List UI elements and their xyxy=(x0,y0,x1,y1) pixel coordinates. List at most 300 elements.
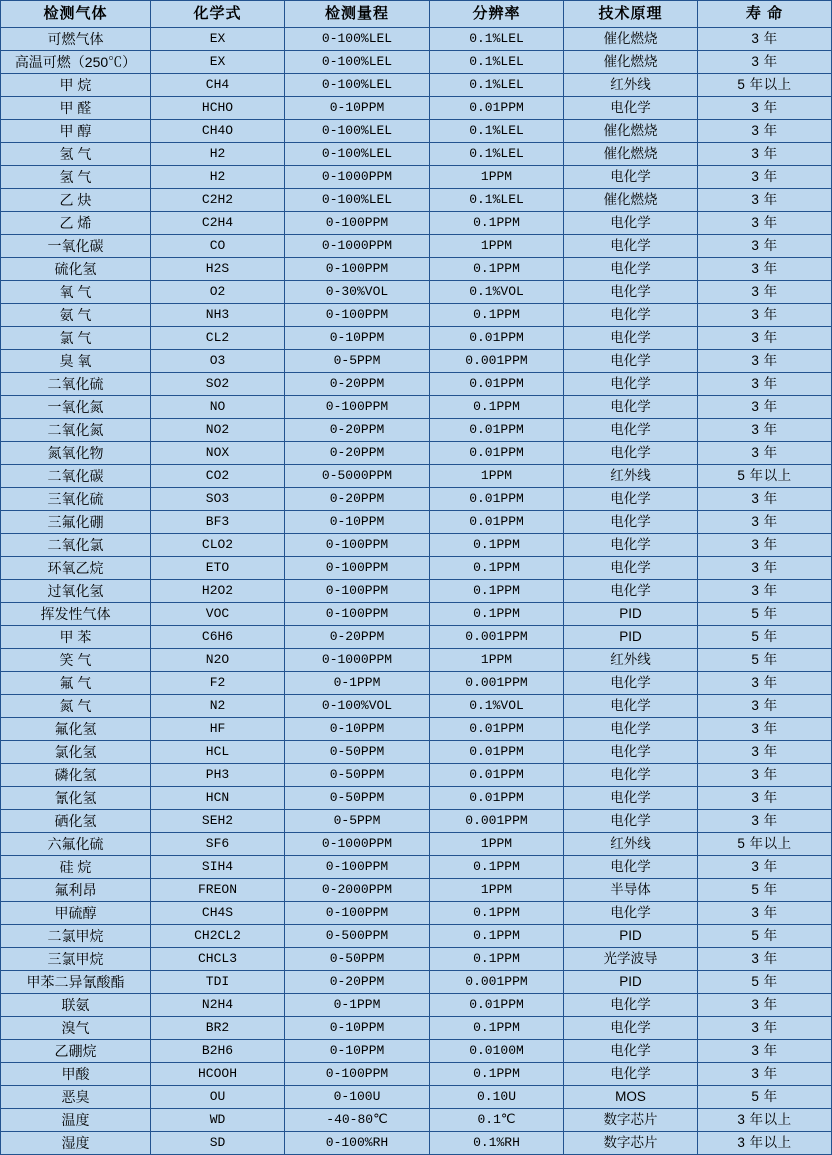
cell-gas-name: 一氧化碳 xyxy=(1,235,151,258)
table-row xyxy=(1,695,832,718)
cell-range: 0-100PPM xyxy=(285,396,430,419)
cell-range: 0-100PPM xyxy=(285,212,430,235)
cell-formula: CO2 xyxy=(151,465,285,488)
table-row xyxy=(1,718,832,741)
cell-formula: O3 xyxy=(151,350,285,373)
cell-life: 3 年 xyxy=(698,1017,832,1040)
cell-range: 0-100PPM xyxy=(285,557,430,580)
cell-life: 3 年 xyxy=(698,1040,832,1063)
cell-formula: PH3 xyxy=(151,764,285,787)
table-row xyxy=(1,1040,832,1063)
cell-formula: CH2CL2 xyxy=(151,925,285,948)
cell-principle: 催化燃烧 xyxy=(564,143,698,166)
cell-life: 3 年 xyxy=(698,212,832,235)
cell-gas-name: 氟 气 xyxy=(1,672,151,695)
cell-gas-name: 氢 气 xyxy=(1,166,151,189)
cell-formula: HCN xyxy=(151,787,285,810)
table-row xyxy=(1,281,832,304)
cell-principle: MOS xyxy=(564,1086,698,1109)
cell-formula: ETO xyxy=(151,557,285,580)
cell-principle: 催化燃烧 xyxy=(564,120,698,143)
cell-life: 3 年 xyxy=(698,856,832,879)
cell-range: 0-100%LEL xyxy=(285,189,430,212)
table-row xyxy=(1,189,832,212)
cell-life: 3 年 xyxy=(698,948,832,971)
cell-formula: HCOOH xyxy=(151,1063,285,1086)
cell-resolution: 0.1PPM xyxy=(430,948,564,971)
cell-gas-name: 甲苯二异氰酸酯 xyxy=(1,971,151,994)
cell-gas-name: 乙 烯 xyxy=(1,212,151,235)
table-row xyxy=(1,120,832,143)
cell-resolution: 0.1%LEL xyxy=(430,143,564,166)
cell-gas-name: 氢 气 xyxy=(1,143,151,166)
cell-life: 5 年 xyxy=(698,925,832,948)
cell-range: 0-5PPM xyxy=(285,810,430,833)
cell-principle: 电化学 xyxy=(564,304,698,327)
table-row xyxy=(1,1109,832,1132)
cell-life: 3 年 xyxy=(698,143,832,166)
cell-resolution: 0.1PPM xyxy=(430,603,564,626)
cell-life: 5 年 xyxy=(698,1086,832,1109)
cell-formula: NO2 xyxy=(151,419,285,442)
cell-range: 0-100PPM xyxy=(285,258,430,281)
cell-life: 3 年 xyxy=(698,511,832,534)
cell-resolution: 0.001PPM xyxy=(430,672,564,695)
cell-range: 0-5PPM xyxy=(285,350,430,373)
cell-life: 3 年 xyxy=(698,350,832,373)
cell-formula: B2H6 xyxy=(151,1040,285,1063)
table-row xyxy=(1,327,832,350)
cell-formula: N2 xyxy=(151,695,285,718)
cell-gas-name: 甲硫醇 xyxy=(1,902,151,925)
table-row xyxy=(1,511,832,534)
cell-principle: PID xyxy=(564,971,698,994)
cell-resolution: 1PPM xyxy=(430,465,564,488)
cell-range: 0-1000PPM xyxy=(285,235,430,258)
table-row xyxy=(1,97,832,120)
table-row xyxy=(1,373,832,396)
cell-gas-name: 高温可燃（250℃） xyxy=(1,51,151,74)
table-row xyxy=(1,856,832,879)
cell-principle: 电化学 xyxy=(564,902,698,925)
cell-range: 0-20PPM xyxy=(285,488,430,511)
cell-principle: 电化学 xyxy=(564,580,698,603)
cell-range: 0-100U xyxy=(285,1086,430,1109)
cell-range: 0-20PPM xyxy=(285,626,430,649)
table-row xyxy=(1,741,832,764)
cell-gas-name: 恶臭 xyxy=(1,1086,151,1109)
cell-formula: SF6 xyxy=(151,833,285,856)
table-row xyxy=(1,51,832,74)
table-row xyxy=(1,488,832,511)
cell-principle: 电化学 xyxy=(564,373,698,396)
cell-principle: 电化学 xyxy=(564,350,698,373)
cell-resolution: 0.01PPM xyxy=(430,741,564,764)
cell-gas-name: 三氯甲烷 xyxy=(1,948,151,971)
cell-range: 0-100PPM xyxy=(285,603,430,626)
cell-range: 0-30%VOL xyxy=(285,281,430,304)
cell-gas-name: 甲酸 xyxy=(1,1063,151,1086)
cell-formula: NOX xyxy=(151,442,285,465)
cell-principle: 光学波导 xyxy=(564,948,698,971)
cell-life: 3 年 xyxy=(698,442,832,465)
cell-life: 3 年 xyxy=(698,695,832,718)
cell-range: 0-100PPM xyxy=(285,304,430,327)
table-row xyxy=(1,925,832,948)
table-row xyxy=(1,810,832,833)
cell-formula: NO xyxy=(151,396,285,419)
cell-life: 5 年 xyxy=(698,971,832,994)
table-row xyxy=(1,994,832,1017)
cell-gas-name: 硫化氢 xyxy=(1,258,151,281)
cell-principle: 电化学 xyxy=(564,212,698,235)
cell-range: 0-100PPM xyxy=(285,856,430,879)
cell-range: 0-50PPM xyxy=(285,764,430,787)
cell-principle: 半导体 xyxy=(564,879,698,902)
cell-formula: VOC xyxy=(151,603,285,626)
cell-life: 3 年 xyxy=(698,902,832,925)
cell-resolution: 1PPM xyxy=(430,833,564,856)
cell-principle: PID xyxy=(564,925,698,948)
cell-range: 0-50PPM xyxy=(285,948,430,971)
cell-range: 0-2000PPM xyxy=(285,879,430,902)
table-row xyxy=(1,419,832,442)
cell-life: 5 年 xyxy=(698,879,832,902)
cell-range: 0-100%VOL xyxy=(285,695,430,718)
cell-life: 3 年 xyxy=(698,258,832,281)
cell-formula: CO xyxy=(151,235,285,258)
cell-gas-name: 可燃气体 xyxy=(1,28,151,51)
cell-formula: C6H6 xyxy=(151,626,285,649)
cell-resolution: 0.1PPM xyxy=(430,212,564,235)
cell-principle: 电化学 xyxy=(564,718,698,741)
cell-gas-name: 乙硼烷 xyxy=(1,1040,151,1063)
cell-formula: SEH2 xyxy=(151,810,285,833)
cell-gas-name: 硅 烷 xyxy=(1,856,151,879)
cell-principle: 红外线 xyxy=(564,649,698,672)
cell-formula: H2S xyxy=(151,258,285,281)
cell-gas-name: 氮 气 xyxy=(1,695,151,718)
cell-principle: 电化学 xyxy=(564,534,698,557)
cell-resolution: 1PPM xyxy=(430,649,564,672)
cell-life: 3 年以上 xyxy=(698,1132,832,1155)
cell-life: 3 年 xyxy=(698,189,832,212)
table-row xyxy=(1,672,832,695)
table-row xyxy=(1,902,832,925)
table-row xyxy=(1,764,832,787)
table-row xyxy=(1,626,832,649)
cell-resolution: 0.01PPM xyxy=(430,419,564,442)
cell-gas-name: 三氟化硼 xyxy=(1,511,151,534)
cell-gas-name: 氮氧化物 xyxy=(1,442,151,465)
cell-life: 5 年 xyxy=(698,649,832,672)
cell-resolution: 0.1%LEL xyxy=(430,74,564,97)
cell-resolution: 0.01PPM xyxy=(430,327,564,350)
cell-formula: BR2 xyxy=(151,1017,285,1040)
cell-resolution: 1PPM xyxy=(430,879,564,902)
table-row xyxy=(1,580,832,603)
cell-gas-name: 甲 苯 xyxy=(1,626,151,649)
table-row xyxy=(1,948,832,971)
cell-gas-name: 氨 气 xyxy=(1,304,151,327)
cell-gas-name: 氯化氢 xyxy=(1,741,151,764)
cell-resolution: 0.1PPM xyxy=(430,925,564,948)
cell-principle: 电化学 xyxy=(564,235,698,258)
cell-principle: 电化学 xyxy=(564,511,698,534)
cell-gas-name: 六氟化硫 xyxy=(1,833,151,856)
cell-principle: 电化学 xyxy=(564,1063,698,1086)
cell-resolution: 0.01PPM xyxy=(430,373,564,396)
table-row xyxy=(1,649,832,672)
table-row xyxy=(1,879,832,902)
cell-range: 0-5000PPM xyxy=(285,465,430,488)
cell-resolution: 0.1%VOL xyxy=(430,695,564,718)
cell-resolution: 0.01PPM xyxy=(430,718,564,741)
cell-principle: 电化学 xyxy=(564,672,698,695)
cell-gas-name: 氟利昂 xyxy=(1,879,151,902)
cell-gas-name: 氧 气 xyxy=(1,281,151,304)
cell-resolution: 0.001PPM xyxy=(430,626,564,649)
table-row xyxy=(1,28,832,51)
cell-range: 0-100PPM xyxy=(285,534,430,557)
cell-resolution: 0.1PPM xyxy=(430,580,564,603)
cell-formula: H2 xyxy=(151,166,285,189)
cell-life: 3 年 xyxy=(698,580,832,603)
cell-life: 3 年 xyxy=(698,51,832,74)
table-row xyxy=(1,166,832,189)
cell-formula: HCHO xyxy=(151,97,285,120)
cell-formula: H2O2 xyxy=(151,580,285,603)
cell-gas-name: 环氧乙烷 xyxy=(1,557,151,580)
cell-principle: 红外线 xyxy=(564,833,698,856)
cell-resolution: 0.1℃ xyxy=(430,1109,564,1132)
cell-formula: SIH4 xyxy=(151,856,285,879)
column-header-formula: 化学式 xyxy=(151,1,285,28)
cell-range: 0-10PPM xyxy=(285,1017,430,1040)
cell-resolution: 0.1PPM xyxy=(430,258,564,281)
cell-life: 3 年 xyxy=(698,28,832,51)
cell-life: 5 年以上 xyxy=(698,74,832,97)
table-row xyxy=(1,258,832,281)
cell-gas-name: 臭 氧 xyxy=(1,350,151,373)
cell-life: 3 年 xyxy=(698,994,832,1017)
cell-gas-name: 甲 烷 xyxy=(1,74,151,97)
cell-formula: SO3 xyxy=(151,488,285,511)
cell-formula: TDI xyxy=(151,971,285,994)
table-row xyxy=(1,1086,832,1109)
cell-gas-name: 二氧化氯 xyxy=(1,534,151,557)
cell-life: 3 年 xyxy=(698,97,832,120)
cell-principle: 红外线 xyxy=(564,465,698,488)
column-header-resolution: 分辨率 xyxy=(430,1,564,28)
cell-principle: 电化学 xyxy=(564,327,698,350)
cell-life: 3 年 xyxy=(698,304,832,327)
cell-principle: 电化学 xyxy=(564,281,698,304)
cell-range: -40-80℃ xyxy=(285,1109,430,1132)
cell-gas-name: 氯 气 xyxy=(1,327,151,350)
cell-principle: 电化学 xyxy=(564,97,698,120)
table-row xyxy=(1,1063,832,1086)
cell-principle: 电化学 xyxy=(564,994,698,1017)
cell-range: 0-100%LEL xyxy=(285,74,430,97)
cell-formula: CH4 xyxy=(151,74,285,97)
cell-formula: EX xyxy=(151,28,285,51)
cell-formula: OU xyxy=(151,1086,285,1109)
cell-resolution: 0.0100M xyxy=(430,1040,564,1063)
cell-resolution: 0.01PPM xyxy=(430,787,564,810)
cell-formula: CH4O xyxy=(151,120,285,143)
cell-gas-name: 二氯甲烷 xyxy=(1,925,151,948)
cell-life: 3 年 xyxy=(698,120,832,143)
cell-formula: F2 xyxy=(151,672,285,695)
cell-gas-name: 三氧化硫 xyxy=(1,488,151,511)
cell-formula: O2 xyxy=(151,281,285,304)
cell-principle: 电化学 xyxy=(564,442,698,465)
cell-formula: N2H4 xyxy=(151,994,285,1017)
cell-gas-name: 乙 炔 xyxy=(1,189,151,212)
cell-gas-name: 湿度 xyxy=(1,1132,151,1155)
table-header-row xyxy=(1,1,832,28)
cell-resolution: 0.1%LEL xyxy=(430,28,564,51)
cell-range: 0-1000PPM xyxy=(285,833,430,856)
table-row xyxy=(1,557,832,580)
cell-resolution: 0.01PPM xyxy=(430,994,564,1017)
cell-formula: N2O xyxy=(151,649,285,672)
cell-principle: 电化学 xyxy=(564,764,698,787)
cell-life: 3 年 xyxy=(698,672,832,695)
cell-resolution: 0.01PPM xyxy=(430,442,564,465)
cell-resolution: 0.01PPM xyxy=(430,764,564,787)
column-header-gas-name: 检测气体 xyxy=(1,1,151,28)
table-row xyxy=(1,603,832,626)
cell-life: 3 年 xyxy=(698,534,832,557)
cell-resolution: 0.001PPM xyxy=(430,971,564,994)
cell-principle: 电化学 xyxy=(564,856,698,879)
cell-range: 0-50PPM xyxy=(285,787,430,810)
cell-resolution: 0.1PPM xyxy=(430,1063,564,1086)
cell-formula: SO2 xyxy=(151,373,285,396)
cell-range: 0-1PPM xyxy=(285,672,430,695)
cell-range: 0-20PPM xyxy=(285,419,430,442)
cell-life: 3 年 xyxy=(698,327,832,350)
cell-gas-name: 磷化氢 xyxy=(1,764,151,787)
cell-gas-name: 甲 醛 xyxy=(1,97,151,120)
cell-range: 0-10PPM xyxy=(285,1040,430,1063)
table-row xyxy=(1,143,832,166)
cell-life: 3 年 xyxy=(698,557,832,580)
cell-resolution: 0.1PPM xyxy=(430,1017,564,1040)
table-row xyxy=(1,1132,832,1155)
column-header-life: 寿 命 xyxy=(698,1,832,28)
cell-life: 5 年以上 xyxy=(698,833,832,856)
table-row xyxy=(1,833,832,856)
cell-range: 0-100%LEL xyxy=(285,28,430,51)
cell-life: 3 年 xyxy=(698,810,832,833)
cell-principle: 电化学 xyxy=(564,741,698,764)
cell-formula: EX xyxy=(151,51,285,74)
table-row xyxy=(1,971,832,994)
cell-principle: 数字芯片 xyxy=(564,1109,698,1132)
cell-formula: CHCL3 xyxy=(151,948,285,971)
cell-principle: 催化燃烧 xyxy=(564,189,698,212)
cell-principle: 电化学 xyxy=(564,787,698,810)
cell-resolution: 0.1%VOL xyxy=(430,281,564,304)
cell-principle: 电化学 xyxy=(564,166,698,189)
cell-gas-name: 联氨 xyxy=(1,994,151,1017)
cell-range: 0-50PPM xyxy=(285,741,430,764)
cell-gas-name: 溴气 xyxy=(1,1017,151,1040)
cell-resolution: 0.01PPM xyxy=(430,97,564,120)
cell-formula: H2 xyxy=(151,143,285,166)
cell-life: 3 年 xyxy=(698,741,832,764)
cell-resolution: 0.1PPM xyxy=(430,304,564,327)
cell-life: 3 年以上 xyxy=(698,1109,832,1132)
column-header-principle: 技术原理 xyxy=(564,1,698,28)
cell-resolution: 0.01PPM xyxy=(430,511,564,534)
cell-life: 3 年 xyxy=(698,166,832,189)
cell-gas-name: 二氧化氮 xyxy=(1,419,151,442)
cell-resolution: 1PPM xyxy=(430,235,564,258)
table-body xyxy=(1,28,832,1155)
cell-range: 0-20PPM xyxy=(285,442,430,465)
cell-principle: 电化学 xyxy=(564,695,698,718)
cell-life: 3 年 xyxy=(698,764,832,787)
cell-resolution: 0.1PPM xyxy=(430,856,564,879)
cell-formula: CH4S xyxy=(151,902,285,925)
cell-formula: FREON xyxy=(151,879,285,902)
cell-principle: 电化学 xyxy=(564,488,698,511)
cell-resolution: 0.1PPM xyxy=(430,557,564,580)
cell-range: 0-10PPM xyxy=(285,97,430,120)
cell-formula: NH3 xyxy=(151,304,285,327)
cell-range: 0-1000PPM xyxy=(285,166,430,189)
cell-principle: 数字芯片 xyxy=(564,1132,698,1155)
table-row xyxy=(1,212,832,235)
cell-principle: 电化学 xyxy=(564,258,698,281)
cell-principle: 催化燃烧 xyxy=(564,28,698,51)
cell-principle: 电化学 xyxy=(564,557,698,580)
cell-resolution: 0.1%LEL xyxy=(430,189,564,212)
cell-life: 3 年 xyxy=(698,718,832,741)
cell-life: 3 年 xyxy=(698,396,832,419)
table-row xyxy=(1,534,832,557)
cell-gas-name: 硒化氢 xyxy=(1,810,151,833)
cell-range: 0-10PPM xyxy=(285,718,430,741)
cell-range: 0-100PPM xyxy=(285,1063,430,1086)
cell-formula: CLO2 xyxy=(151,534,285,557)
cell-resolution: 1PPM xyxy=(430,166,564,189)
cell-range: 0-100%RH xyxy=(285,1132,430,1155)
cell-formula: HCL xyxy=(151,741,285,764)
table-row xyxy=(1,787,832,810)
cell-range: 0-100%LEL xyxy=(285,120,430,143)
cell-formula: SD xyxy=(151,1132,285,1155)
cell-resolution: 0.10U xyxy=(430,1086,564,1109)
cell-principle: 电化学 xyxy=(564,1017,698,1040)
cell-formula: C2H2 xyxy=(151,189,285,212)
cell-principle: 电化学 xyxy=(564,396,698,419)
table-row xyxy=(1,442,832,465)
cell-resolution: 0.01PPM xyxy=(430,488,564,511)
table-row xyxy=(1,304,832,327)
cell-life: 3 年 xyxy=(698,373,832,396)
cell-gas-name: 二氧化硫 xyxy=(1,373,151,396)
cell-formula: C2H4 xyxy=(151,212,285,235)
cell-formula: HF xyxy=(151,718,285,741)
cell-range: 0-100PPM xyxy=(285,902,430,925)
cell-principle: 电化学 xyxy=(564,419,698,442)
cell-range: 0-500PPM xyxy=(285,925,430,948)
